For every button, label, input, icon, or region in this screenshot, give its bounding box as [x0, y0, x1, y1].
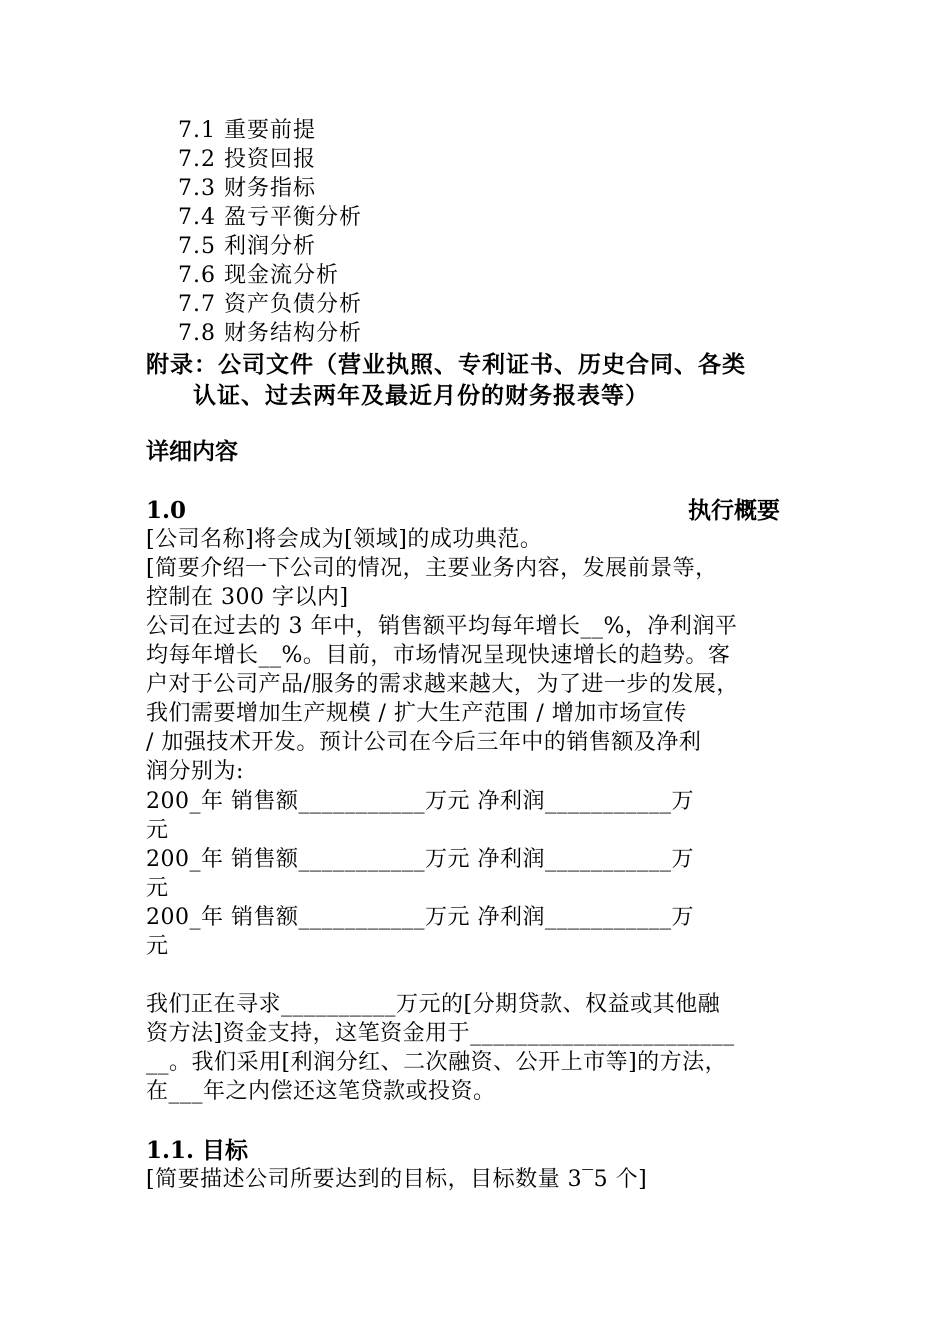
- section-1-1-text: [简要描述公司所要达到的目标，目标数量 3‾5 个]: [146, 1167, 648, 1192]
- paragraph-line: [简要介绍一下公司的情况，主要业务内容，发展前景等，: [146, 556, 718, 581]
- forecast-line-wrap: 元: [146, 818, 169, 843]
- appendix-line-2: 认证、过去两年及最近月份的财务报表等）: [193, 382, 649, 409]
- paragraph-line: 均每年增长__%。目前，市场情况呈现快速增长的趋势。客: [146, 643, 731, 668]
- detail-title: 详细内容: [146, 438, 238, 465]
- appendix-line-1: 附录：公司文件（营业执照、专利证书、历史合同、各类: [146, 351, 746, 378]
- paragraph-line: 我们需要增加生产规模 / 扩大生产范围 / 增加市场宣传: [146, 701, 687, 726]
- funding-line: 资方法]资金支持，这笔资金用于_______________________: [146, 1021, 735, 1046]
- forecast-line-wrap: 元: [146, 876, 169, 901]
- paragraph-line: 公司在过去的 3 年中，销售额平均每年增长__%，净利润平: [146, 614, 738, 639]
- section-1-1-heading: 1.1. 目标: [146, 1137, 249, 1164]
- toc-item: 7.4 盈亏平衡分析: [178, 205, 362, 230]
- toc-item: 7.6 现金流分析: [178, 263, 339, 288]
- funding-line: __。我们采用[利润分红、二次融资、公开上市等]的方法，: [146, 1050, 728, 1075]
- paragraph-line: 润分别为:: [146, 759, 244, 784]
- forecast-line-wrap: 元: [146, 934, 169, 959]
- paragraph-line: 控制在 300 字以内]: [146, 585, 349, 610]
- toc-item: 7.1 重要前提: [178, 118, 316, 143]
- paragraph-line: 户对于公司产品/服务的需求越来越大，为了进一步的发展，: [146, 672, 739, 697]
- toc-item: 7.5 利润分析: [178, 234, 316, 259]
- forecast-line: 200_年 销售额___________万元 净利润___________万: [146, 905, 694, 930]
- forecast-line: 200_年 销售额___________万元 净利润___________万: [146, 789, 694, 814]
- section-title: 执行概要: [688, 497, 780, 524]
- paragraph-line: [公司名称]将会成为[领域]的成功典范。: [146, 527, 543, 552]
- funding-line: 我们正在寻求__________万元的[分期贷款、权益或其他融: [146, 992, 721, 1017]
- toc-item: 7.2 投资回报: [178, 147, 316, 172]
- section-number: 1.0: [146, 497, 187, 524]
- toc-item: 7.8 财务结构分析: [178, 321, 362, 346]
- forecast-line: 200_年 销售额___________万元 净利润___________万: [146, 847, 694, 872]
- toc-item: 7.7 资产负债分析: [178, 292, 362, 317]
- toc-item: 7.3 财务指标: [178, 176, 316, 201]
- funding-line: 在___年之内偿还这笔贷款或投资。: [146, 1079, 496, 1104]
- paragraph-line: / 加强技术开发。预计公司在今后三年中的销售额及净利: [146, 730, 702, 755]
